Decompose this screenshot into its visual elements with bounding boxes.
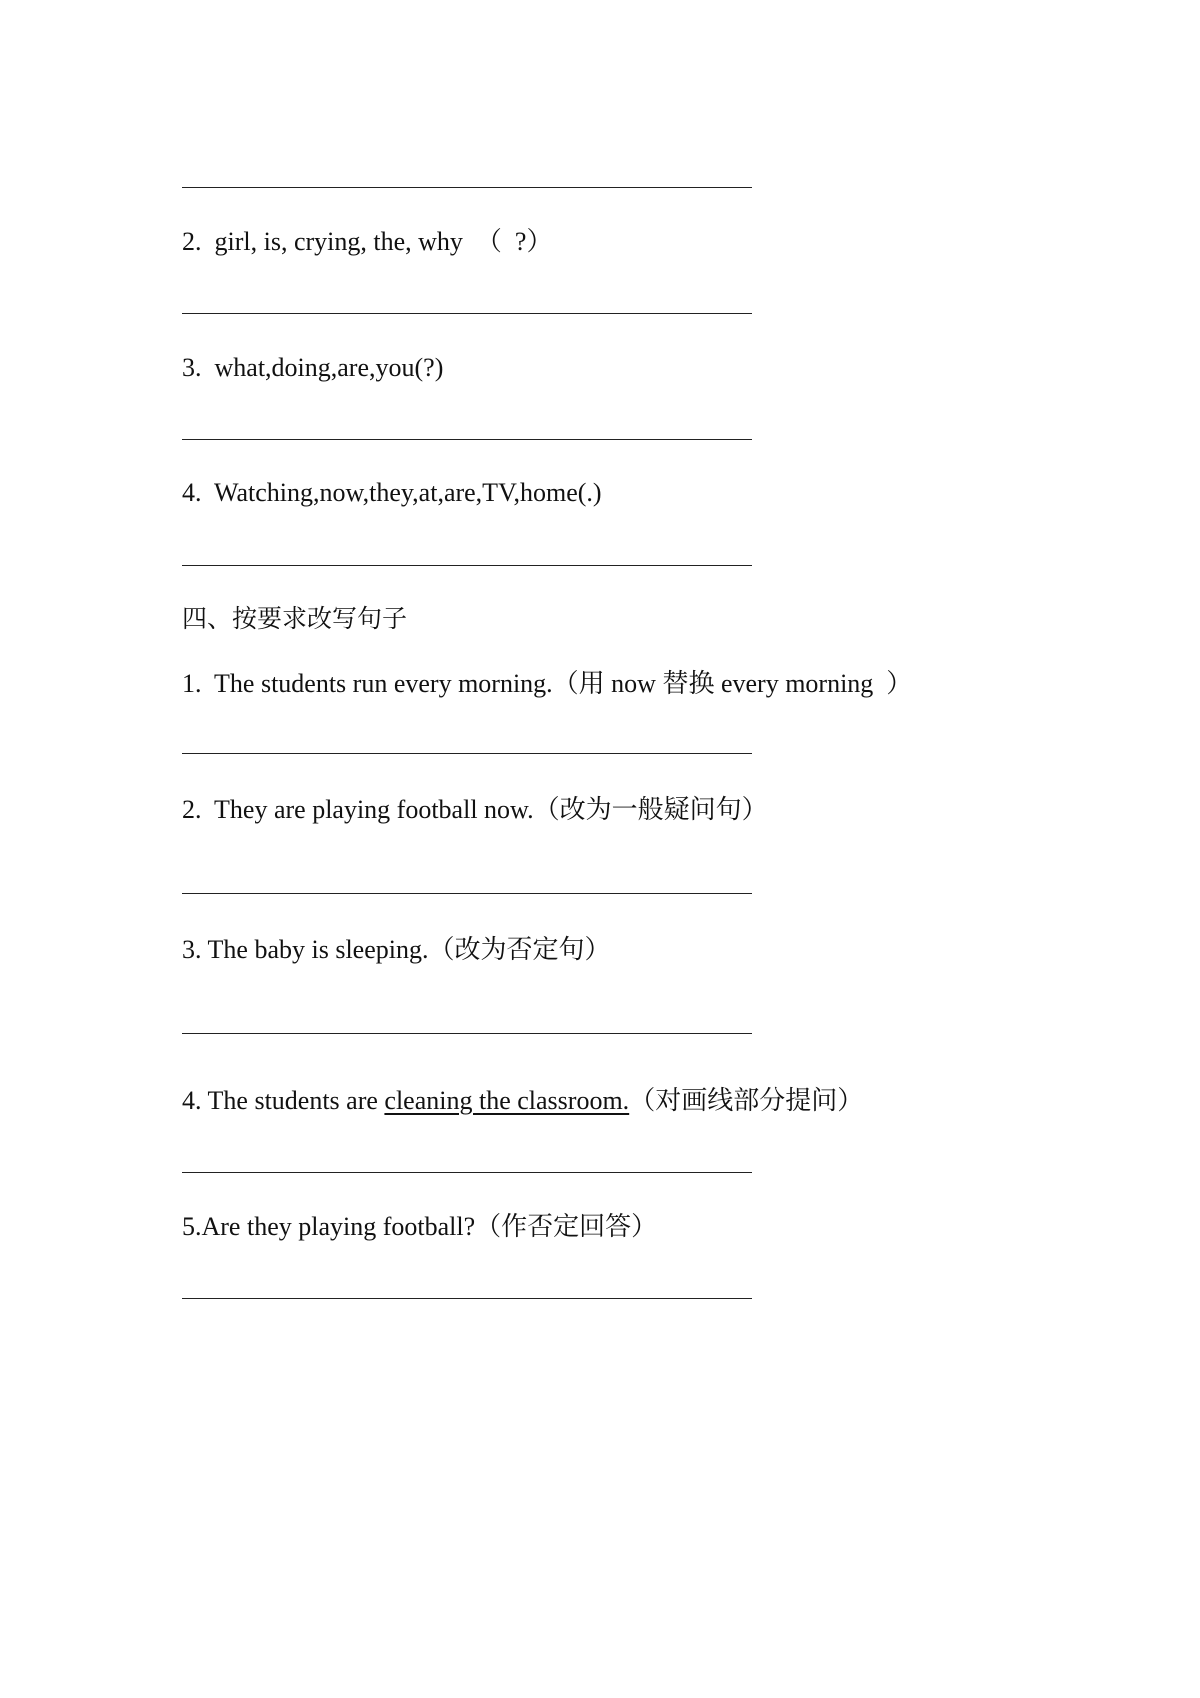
question-text: 2. They are playing football now.（改为一般疑问句） <box>182 795 768 824</box>
answer-line <box>182 313 752 314</box>
question-suffix: （对画线部分提问） <box>629 1086 864 1115</box>
underlined-phrase: cleaning the classroom. <box>384 1086 630 1115</box>
answer-line <box>182 753 752 754</box>
answer-line <box>182 893 752 894</box>
question-text: 5.Are they playing football?（作否定回答） <box>182 1212 658 1241</box>
answer-line <box>182 1172 752 1173</box>
question-text: 3. The baby is sleeping.（改为否定句） <box>182 935 611 964</box>
answer-line <box>182 565 752 566</box>
question-text <box>182 1085 863 1117</box>
answer-line <box>182 1033 752 1034</box>
section-heading: 四、按要求改写句子 <box>182 604 408 633</box>
question-text: 1. The students run every morning.（用 now 替换 every morning ） <box>182 669 913 698</box>
answer-line <box>182 1298 752 1299</box>
question-text: 2. girl, is, crying, the, why （ ?） <box>182 227 553 256</box>
question-text: 3. what,doing,are,you(?) <box>182 353 444 382</box>
answer-line <box>182 439 752 440</box>
question-prefix: 4. The students are <box>182 1086 385 1115</box>
answer-line <box>182 187 752 188</box>
question-text: 4. Watching,now,they,at,are,TV,home(.) <box>182 478 602 507</box>
